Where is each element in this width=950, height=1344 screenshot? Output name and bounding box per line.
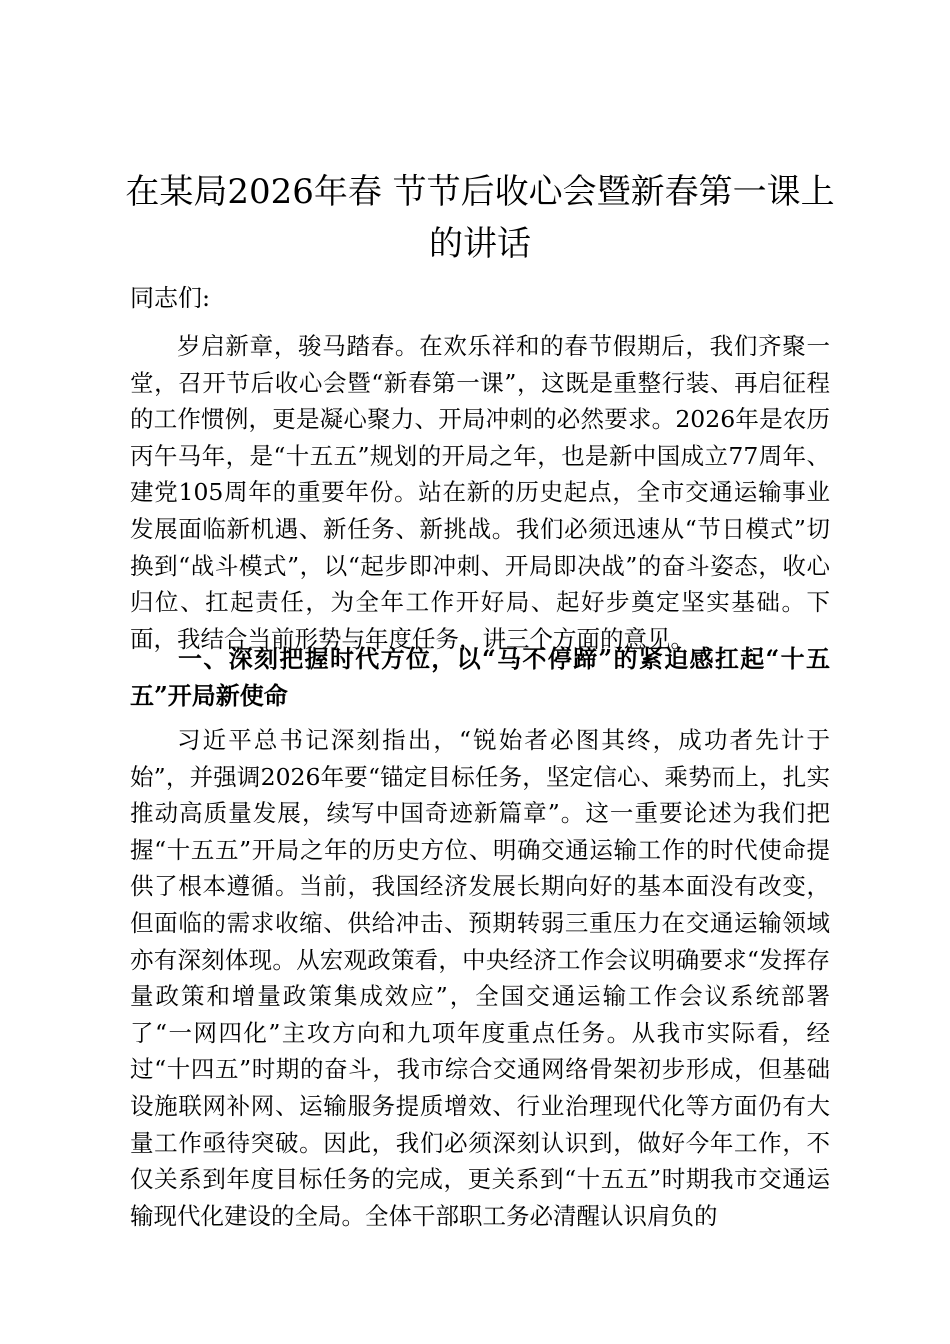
paragraph-2: 习近平总书记深刻指出，“锐始者必图其终，成功者先计于始”，并强调2026年要“锚定目标任务，坚定信心、乘势而上，扎实推动高质量发展，续写中国奇迹新篇章”。这一重要论述为我们把握“十五五”开局之年的历史方位、明确交通运输工作的时代使命提供了根本遵循。当前，我国经济发展长期向好的基本面没有改变，但面临的需求收缩、供给冲击、预期转弱三重压力在交通运输领域亦有深刻体现。从宏观政策看，中央经济工作会议明确要求“发挥存量政策和增量政策集成效应”，全国交通运输工作会议系统部署了“一网四化”主攻方向和九项年度重点任务。从我市实际看，经过“十四五”时期的奋斗，我市综合交通网络骨架初步形成，但基础设施联网补网、运输服务提质增效、行业治理现代化等方面仍有大量工作亟待突破。因此，我们必须深刻认识到，做好今年工作，不仅关系到年度目标任务的完成，更关系到“十五五”时期我市交通运输现代化建设的全局。全体干部职工务必清醒认识肩负的: [130, 726, 830, 1230]
section-heading-1: 一、深刻把握时代方位，以“马不停蹄”的紧迫感扛起“十五五”开局新使命: [130, 644, 830, 710]
salutation: 同志们:: [130, 284, 211, 312]
paragraph-1: 岁启新章，骏马踏春。在欢乐祥和的春节假期后，我们齐聚一堂，召开节后收心会暨“新春第一课”，这既是重整行装、再启征程的工作惯例，更是凝心聚力、开局冲刺的必然要求。2026年是农历丙午马年，是“十五五”规划的开局之年，也是新中国成立77周年、建党105周年的重要年份。站在新的历史起点，全市交通运输事业发展面临新机遇、新任务、新挑战。我们必须迅速从“节日模式”切换到“战斗模式”，以“起步即冲刺、开局即决战”的奋斗姿态，收心归位、扛起责任，为全年工作开好局、起好步奠定坚实基础。下面，我结合当前形势与年度任务，讲三个方面的意见。: [130, 332, 830, 653]
document-title: 在某局2026年春 节节后收心会暨新春第一课上的讲话: [125, 172, 835, 264]
